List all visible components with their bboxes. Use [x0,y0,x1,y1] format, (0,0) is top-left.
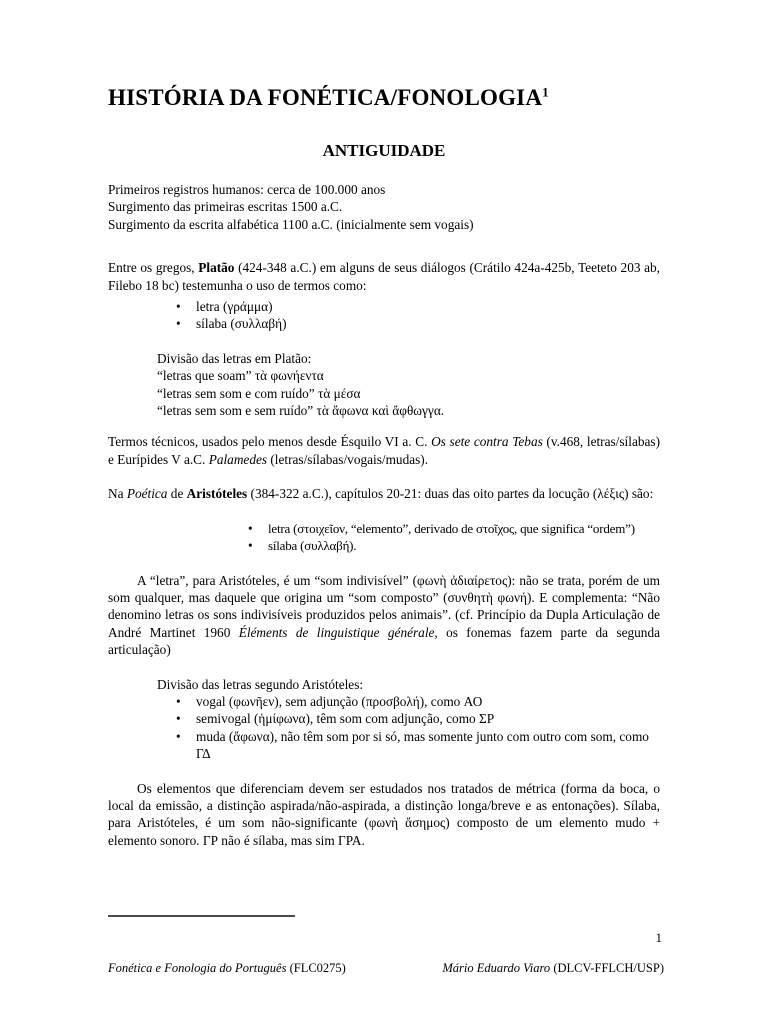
list-item [248,520,660,537]
aristotle-division-list [108,693,660,763]
list-item [176,728,660,763]
footer-author: Mário Eduardo Viaro (DLCV-FFLCH/USP) [442,961,664,975]
intro-line: Surgimento das primeiras escritas 1500 a.C. [108,199,343,215]
plato-division-heading: Divisão das letras em Platão: [157,350,312,366]
quote-line: “letras sem som e com ruído” τὰ μέσα [157,385,361,401]
page-title-text: HISTÓRIA DA FONÉTICA/FONOLOGIA [108,85,543,110]
page-number: 1 [655,930,662,945]
list-item [176,710,660,727]
bullet-icon: • [248,520,253,536]
aristotle-bullet-list [108,520,660,555]
bullet-icon: • [176,299,181,315]
aristotle-letter-paragraph: A “letra”, para Aristóteles, é um “som indivisível” (φωνὴ ἀδιαίρετος): não se trata, porém de um som qualquer, mas daquele que origina um “som composto” (συνθητὴ φωνή). E complementa: “Não denomino letras os sons indivisíveis produzidos pelos animais”. (cf. Princípio da Dupla Articulação de André Martinet 1960 Éléments de linguistique générale, os fonemas fazem parte da segunda articulação) [108,572,660,658]
plato-division-lines [157,367,660,419]
elements-paragraph: Os elementos que diferenciam devem ser estudados nos tratados de métrica (forma da boca, o local da emissão, a distinção aspirada/não-aspirada, a distinção longa/breve e as entonações). Sílaba, para Aristóteles, é um som não-significante (φωνὴ ἄσημος) composto de um elemento mudo + elemento sonoro. ΓΡ não é sílaba, mas sim ΓΡΑ. [108,780,660,848]
list-item [176,315,660,332]
section-heading-antiguidade: ANTIGUIDADE [322,141,446,160]
quote-line: “letras que soam” τὰ φωνήεντα [157,368,324,384]
list-item-text: letra (στοιχεῖον, “elemento”, derivado de στοῖχος, que significa “ordem”) [268,520,635,536]
page-footer [108,961,664,976]
list-item-text: sílaba (συλλαβή). [268,538,357,554]
bullet-icon: • [176,693,181,709]
footnote-reference: 1 [542,84,549,100]
intro-line: Primeiros registros humanos: cerca de 100.000 anos [108,182,386,197]
footnote-separator-line [108,915,295,917]
aristotle-division-heading: Divisão das letras segundo Aristóteles: [157,676,364,692]
bullet-icon: • [176,728,181,744]
list-item-text: sílaba (συλλαβή) [196,316,287,332]
list-item [176,693,660,710]
list-item-text: muda (ἄφωνα), não têm som por si só, mas somente junto com outro com som, como ΓΔ [196,728,649,762]
list-item-text: semivogal (ἡμίφωνα), têm som com adjunção, como ΣΡ [196,711,495,727]
bullet-icon: • [176,316,181,332]
plato-bullet-list [108,298,660,333]
poetica-paragraph: Na Poética de Aristóteles (384-322 a.C.), capítulos 20-21: duas das oito partes da locução (λέξις) são: [108,486,654,502]
footer-course: Fonética e Fonologia do Português (FLC0275) [108,961,346,975]
intro-lines [108,181,660,233]
page-title [108,0,660,111]
list-item [176,298,660,315]
list-item-text: letra (γράμμα) [196,299,273,315]
bullet-icon: • [248,538,253,554]
list-item [248,537,660,554]
quote-line: “letras sem som e sem ruído” τὰ ἄφωνα καὶ ἄφθωγγα. [157,403,445,419]
bullet-icon: • [176,711,181,727]
list-item-text: vogal (φωνῆεν), sem adjunção (προσβολή), como ΑΟ [196,693,483,709]
plato-paragraph: Entre os gregos, Platão (424-348 a.C.) em alguns de seus diálogos (Crátilo 424a-425b, Teeteto 203 ab, Filebo 18 bc) testemunha o uso de termos como: [108,260,660,293]
intro-line: Surgimento da escrita alfabética 1100 a.C. (inicialmente sem vogais) [108,216,474,232]
tragedians-paragraph: Termos técnicos, usados pelo menos desde Ésquilo VI a. C. Os sete contra Tebas (v.468, letras/sílabas) e Eurípides V a.C. Palamedes (letras/sílabas/vogais/mudas). [108,434,660,467]
